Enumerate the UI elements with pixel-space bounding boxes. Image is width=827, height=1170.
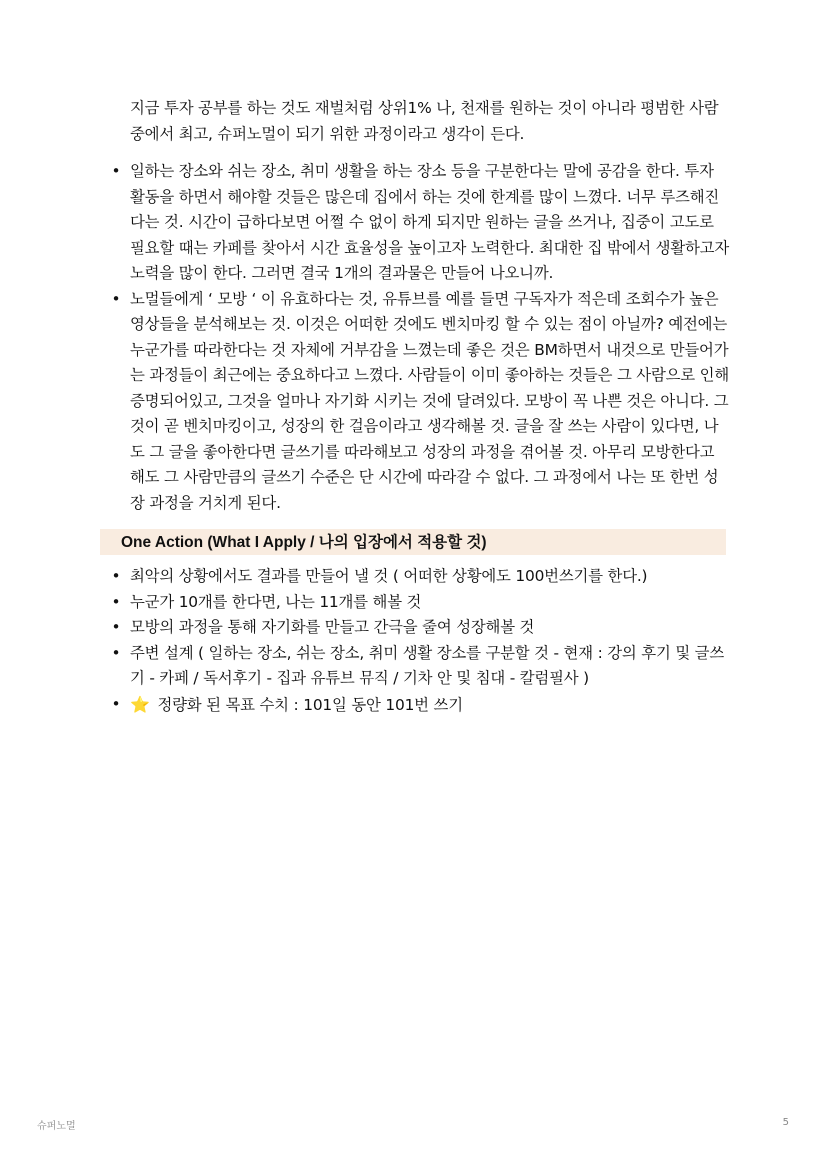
list-item: [111, 590, 730, 616]
page-content: [0, 96, 827, 718]
actions-list: [0, 564, 827, 718]
list-item-text: 노멀들에게 ‘ 모방 ‘ 이 유효하다는 것, 유튜브를 예를 들면 구독자가 적은데 조회수가 높은 영상들을 분석해보는 것. 이것은 어떠한 것에도 벤치마킹 할 수 있는 점이 아닐까? 예전에는 누군가를 따라한다는 것 자체에 거부감을 느꼈는데 좋은 것은 BM하면서 내것으로 만들어가는 과정들이 최근에는 중요하다고 느꼈다. 사람들이 이미 좋아하는 것들은 그 사람으로 인해 증명되어있고, 그것을 얼마나 자기화 시키는 것에 달려있다. 모방이 꼭 나쁜 것은 아니다. 그것이 곧 벤치마킹이고, 성장의 한 걸음이라고 생각해볼 것. 글을 잘 쓰는 사람이 있다면, 나도 그 글을 좋아한다면 글쓰기를 따라해보고 성장의 과정을 겪어볼 것. 아무리 모방한다고 해도 그 사람만큼의 글쓰기 수준은 단 시간에 따라갈 수 없다. 그 과정에서 나는 또 한번 성장 과정을 거치게 된다.: [130, 289, 729, 512]
list-item: [111, 641, 730, 692]
list-item-text: 누군가 10개를 한다면, 나는 11개를 해볼 것: [130, 592, 422, 611]
bullet-icon: •: [111, 592, 121, 611]
bullet-icon: •: [111, 567, 121, 585]
bullet-icon: •: [111, 289, 121, 308]
list-item-text: 최악의 상황에서도 결과를 만들어 낼 것 ( 어떠한 상황에도 100번쓰기를 한다.): [130, 567, 648, 585]
list-item: [111, 564, 730, 590]
bullet-icon: •: [111, 643, 121, 662]
intro-paragraph: 지금 투자 공부를 하는 것도 재벌처럼 상위1% 나, 천재를 원하는 것이 아니라 평범한 사람 중에서 최고, 슈퍼노멀이 되기 위한 과정이라고 생각이 든다.: [130, 99, 719, 143]
star-icon: ⭐: [130, 694, 150, 714]
list-item-text: 일하는 장소와 쉬는 장소, 취미 생활을 하는 장소 등을 구분한다는 말에 공감을 한다. 투자 활동을 하면서 해야할 것들은 많은데 집에서 하는 것에 한계를 많이 느꼈다. 너무 루즈해진다는 것. 시간이 급하다보면 어쩔 수 없이 하게 되지만 원하는 글을 쓰거나, 집중이 고도로 필요할 때는 카페를 찾아서 시간 효율성을 높이고자 노력한다. 최대한 집 밖에서 생활하고자 노력을 많이 한다. 그러면 결국 1개의 결과물은 만들어 나오니까.: [130, 162, 729, 282]
insights-list: [0, 159, 827, 516]
list-item: [111, 159, 730, 287]
bullet-icon: •: [111, 694, 121, 713]
page-number: 5: [782, 1117, 789, 1128]
bullet-icon: •: [111, 162, 121, 180]
footer-title: 슈퍼노멀: [37, 1121, 76, 1132]
list-item-text: 주변 설계 ( 일하는 장소, 쉬는 장소, 취미 생활 장소를 구분할 것 - 현재 : 강의 후기 및 글쓰기 - 카페 / 독서후기 - 집과 유튜브 뮤직 / 기차 안 및 침대 - 칼럼필사 ): [130, 643, 725, 687]
action-heading: One Action (What I Apply / 나의 입장에서 적용할 것): [100, 529, 726, 555]
list-item: [111, 615, 730, 641]
list-item-text: 모방의 과정을 통해 자기화를 만들고 간극을 줄여 성장해볼 것: [130, 618, 535, 636]
goal-text: 정량화 된 목표 수치 : 101일 동안 101번 쓰기: [157, 695, 463, 714]
list-item: [111, 287, 730, 517]
goal-item: [111, 692, 730, 719]
bullet-icon: •: [111, 618, 121, 636]
